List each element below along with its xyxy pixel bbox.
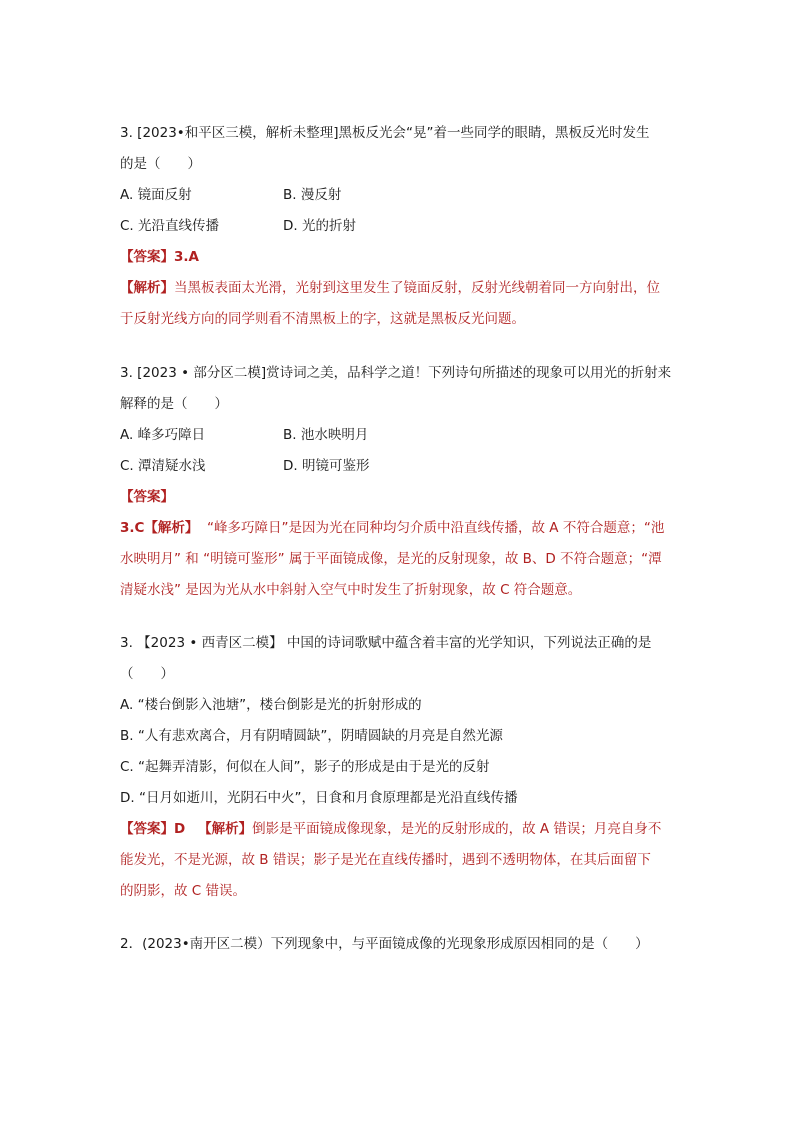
q1-option-b: B. 漫反射 — [283, 187, 342, 203]
q2-option-b: B. 池水映明月 — [283, 427, 369, 443]
q1-stem-line-1: 3. [2023•和平区三模，解析未整理]黑板反光会“晃”着一些同学的眼睛，黑板反光时发生 — [120, 125, 650, 141]
q2-stem-line-2: 解释的是（ ） — [120, 396, 228, 412]
q3-stem-line-2: （ ） — [120, 666, 174, 682]
q3-analysis-line-3: 的阴影，故 C 错误。 — [120, 883, 247, 899]
q2-analysis-line-1: 3.C【解析】 “峰多巧障日”是因为光在同种均匀介质中沿直线传播，故 A 不符合题意；“池 — [120, 520, 665, 536]
q1-option-c: C. 光沿直线传播 — [120, 218, 220, 234]
q3-analysis-line-2: 能发光，不是光源，故 B 错误；影子是光在直线传播时，遇到不透明物体，在其后面留下 — [120, 852, 651, 868]
q3-option-b: B. “人有悲欢离合，月有阴晴圆缺”，阴晴圆缺的月亮是自然光源 — [120, 728, 503, 744]
q2-option-d: D. 明镜可鉴形 — [283, 458, 370, 474]
q1-option-d: D. 光的折射 — [283, 218, 356, 234]
q1-answer: 【答案】3.A — [120, 249, 199, 265]
q3-stem-line-1: 3. 【2023 • 西青区二模】 中国的诗词歌赋中蕴含着丰富的光学知识，下列说法正确的是 — [120, 635, 652, 651]
q2-analysis-line-3: 清疑水浅” 是因为光从水中斜射入空气中时发生了折射现象，故 C 符合题意。 — [120, 582, 582, 598]
q1-option-a: A. 镜面反射 — [120, 187, 192, 203]
q2-analysis-line-2: 水映明月” 和 “明镜可鉴形” 属于平面镜成像，是光的反射现象，故 B、D 不符合题意；“潭 — [120, 551, 662, 567]
q2-stem-line-1: 3. [2023 • 部分区二模]赏诗词之美，品科学之道！下列诗句所描述的现象可以用光的折射来 — [120, 365, 672, 381]
q3-option-d: D. “日月如逝川，光阴石中火”，日食和月食原理都是光沿直线传播 — [120, 790, 518, 806]
q1-analysis-line-1: 【解析】当黑板表面太光滑，光射到这里发生了镜面反射，反射光线朝着同一方向射出，位 — [120, 280, 660, 296]
q1-analysis-line-2: 于反射光线方向的同学则看不清黑板上的字，这就是黑板反光问题。 — [120, 311, 525, 327]
q4-stem-line-1: 2．(2023•南开区二模）下列现象中，与平面镜成像的光现象形成原因相同的是（ ） — [120, 936, 649, 952]
q2-option-a: A. 峰多巧障日 — [120, 427, 206, 443]
q2-option-c: C. 潭清疑水浅 — [120, 458, 206, 474]
q3-option-a: A. “楼台倒影入池塘”，楼台倒影是光的折射形成的 — [120, 697, 422, 713]
q2-answer: 【答案】 — [120, 489, 174, 505]
q1-stem-line-2: 的是（ ） — [120, 156, 201, 172]
q3-answer-analysis-line-1: 【答案】D 【解析】倒影是平面镜成像现象，是光的反射形成的，故 A 错误；月亮自身不 — [120, 821, 662, 837]
q3-option-c: C. “起舞弄清影，何似在人间”，影子的形成是由于是光的反射 — [120, 759, 490, 775]
